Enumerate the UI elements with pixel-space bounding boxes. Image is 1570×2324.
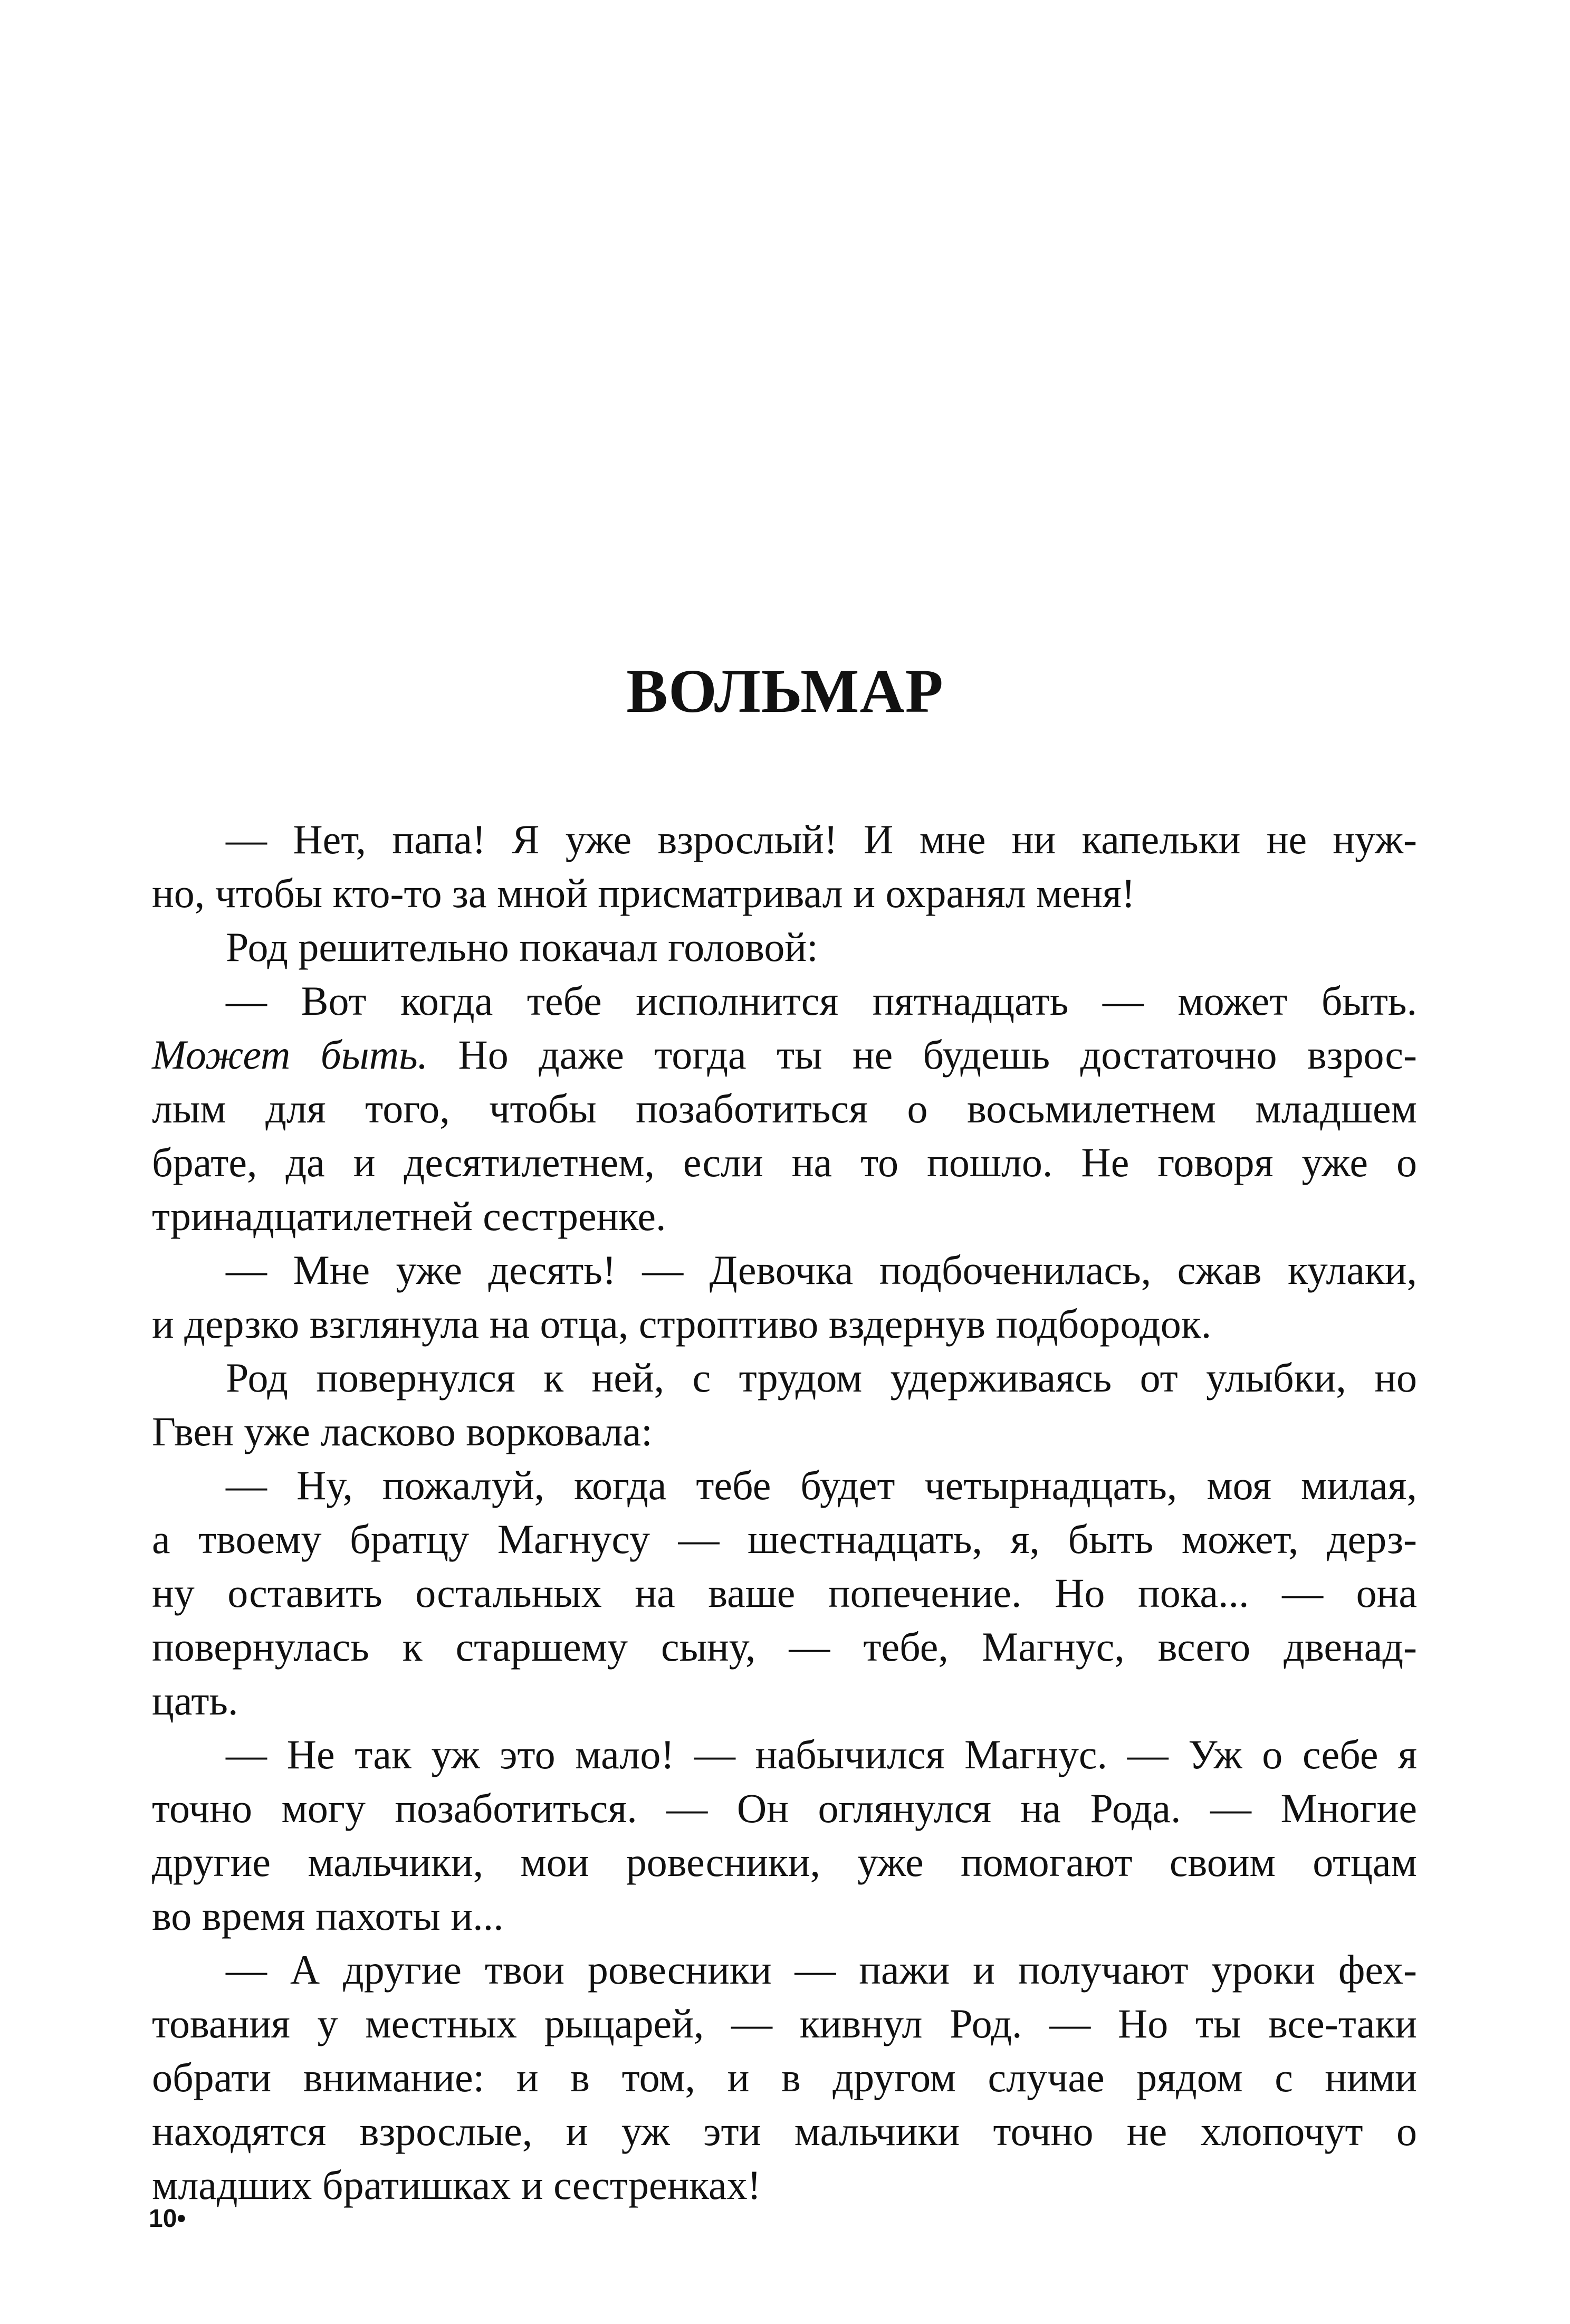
text-line: во время пахоты и... bbox=[152, 1893, 504, 1939]
text-line: — Не так уж это мало! — набычился Магнус. — Уж о себе я bbox=[226, 1731, 1417, 1777]
text-line: младших братишках и сестренках! bbox=[152, 2162, 761, 2208]
text-line: тринадцатилетней сестренке. bbox=[152, 1193, 666, 1239]
text-line: лым для того, чтобы позаботиться о восьмилетнем младшем bbox=[152, 1085, 1417, 1131]
text-line: — Вот когда тебе исполнится пятнадцать — может быть. bbox=[226, 978, 1417, 1024]
text-line: цать. bbox=[152, 1678, 238, 1723]
text-line: другие мальчики, мои ровесники, уже помогают своим отцам bbox=[152, 1839, 1417, 1885]
text-line: — Нет, папа! Я уже взрослый! И мне ни капельки не нуж- bbox=[226, 816, 1417, 862]
text-line: обрати внимание: и в том, и в другом случае рядом с ними bbox=[152, 2054, 1417, 2100]
text-line: но, чтобы кто-то за мной присматривал и охранял меня! bbox=[152, 870, 1135, 916]
text-line: повернулась к старшему сыну, — тебе, Магнус, всего двенад- bbox=[152, 1624, 1417, 1670]
text-line: и дерзко взглянула на отца, строптиво вздернув подбородок. bbox=[152, 1301, 1212, 1347]
text-line: находятся взрослые, и уж эти мальчики точно не хлопочут о bbox=[152, 2108, 1417, 2154]
text-line: — Мне уже десять! — Девочка подбоченилась, сжав кулаки, bbox=[226, 1247, 1417, 1293]
text-line: а твоему братцу Магнусу — шестнадцать, я, быть может, дерз- bbox=[152, 1516, 1417, 1562]
text-line: точно могу позаботиться. — Он оглянулся на Рода. — Многие bbox=[152, 1785, 1417, 1831]
text-line: Род решительно покачал головой: bbox=[226, 924, 818, 970]
text-line: ну оставить остальных на ваше попечение. Но пока... — она bbox=[152, 1570, 1417, 1616]
page-number: 10• bbox=[149, 2205, 186, 2233]
text-line bbox=[152, 1028, 1417, 1082]
emphasis-text: Может быть. bbox=[152, 1032, 428, 1078]
chapter-body bbox=[152, 813, 1417, 2212]
chapter-title: ВОЛЬМАР bbox=[626, 656, 944, 726]
text-line: — Ну, пожалуй, когда тебе будет четырнадцать, моя милая, bbox=[226, 1462, 1417, 1508]
text-fragment: Но даже тогда ты не будешь достаточно взрос- bbox=[428, 1032, 1417, 1078]
text-line: тования у местных рыцарей, — кивнул Род. — Но ты все-таки bbox=[152, 2001, 1417, 2046]
text-line: брате, да и десятилетнем, если на то пошло. Не говоря уже о bbox=[152, 1139, 1417, 1185]
text-line: — А другие твои ровесники — пажи и получают уроки фех- bbox=[226, 1947, 1417, 1993]
text-line: Род повернулся к ней, с трудом удерживаясь от улыбки, но bbox=[226, 1355, 1417, 1401]
text-line: Гвен уже ласково ворковала: bbox=[152, 1408, 653, 1454]
